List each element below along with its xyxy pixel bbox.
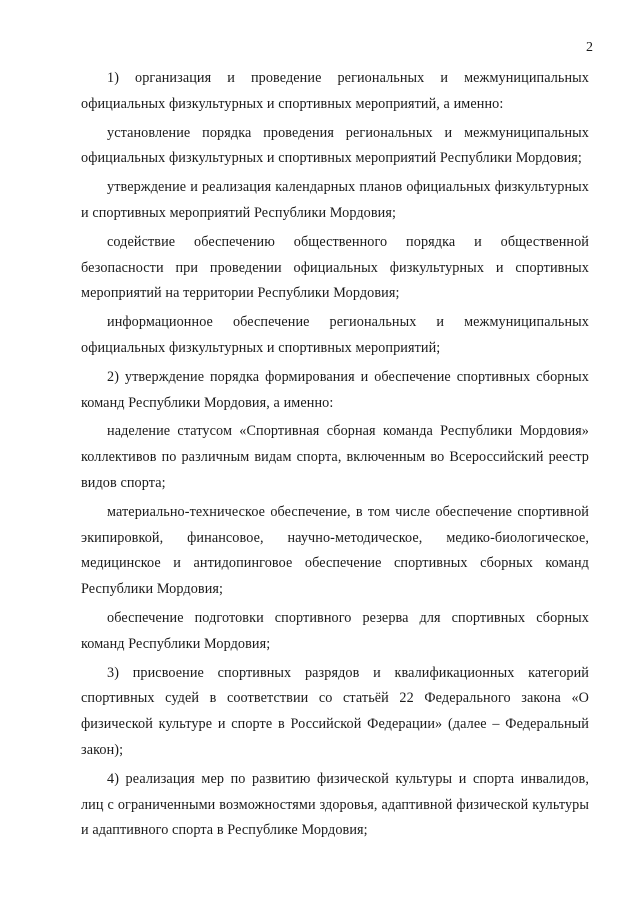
document-body xyxy=(81,66,589,847)
paragraph-calendar-plans: утверждение и реализация календарных планов официальных физкультурных и спортивных мероприятий Республики Мордовия; xyxy=(81,179,589,221)
paragraph-material-support: материально-техническое обеспечение, в том числе обеспечение спортивной экипировкой, финансовое, научно-методическое, медико-биологическое, медицинское и антидопинговое обеспечение спортивных сборных команд Республики Мордовия; xyxy=(81,503,589,598)
paragraph-item-4-adaptive-sport: 4) реализация мер по развитию физической культуры и спорта инвалидов, лиц с ограниченными возможностями здоровья, адаптивной физической культуры и адаптивного спорта в Республике Мордовия; xyxy=(81,770,589,839)
paragraph-reserve-training: обеспечение подготовки спортивного резерва для спортивных сборных команд Республики Мордовия; xyxy=(81,609,589,652)
paragraph-information-support: информационное обеспечение региональных и межмуниципальных официальных физкультурных и спортивных мероприятий; xyxy=(81,314,589,356)
paragraph-item-2-teams: 2) утверждение порядка формирования и обеспечение спортивных сборных команд Республики Мордовия, а именно: xyxy=(81,368,589,411)
paragraph-item-1-organization: 1) организация и проведение региональных и межмуниципальных официальных физкультурных и спортивных мероприятий, а именно: xyxy=(81,70,589,112)
paragraph-public-order: содействие обеспечению общественного порядка и общественной безопасности при проведении официальных физкультурных и спортивных мероприятий на территории Республики Мордовия; xyxy=(81,233,589,302)
page-number: 2 xyxy=(586,40,593,55)
paragraph-item-3-ranks: 3) присвоение спортивных разрядов и квалификационных категорий спортивных судей в соответствии со статьёй 22 Федерального закона «О физической культуре и спорте в Российской Федерации» (далее – Федеральный закон); xyxy=(81,664,589,758)
paragraph-team-status: наделение статусом «Спортивная сборная команда Республики Мордовия» коллективов по различным видам спорта, включенным во Всероссийский реестр видов спорта; xyxy=(81,423,589,491)
paragraph-event-procedure: установление порядка проведения региональных и межмуниципальных официальных физкультурных и спортивных мероприятий Республики Мордовия; xyxy=(81,124,589,167)
